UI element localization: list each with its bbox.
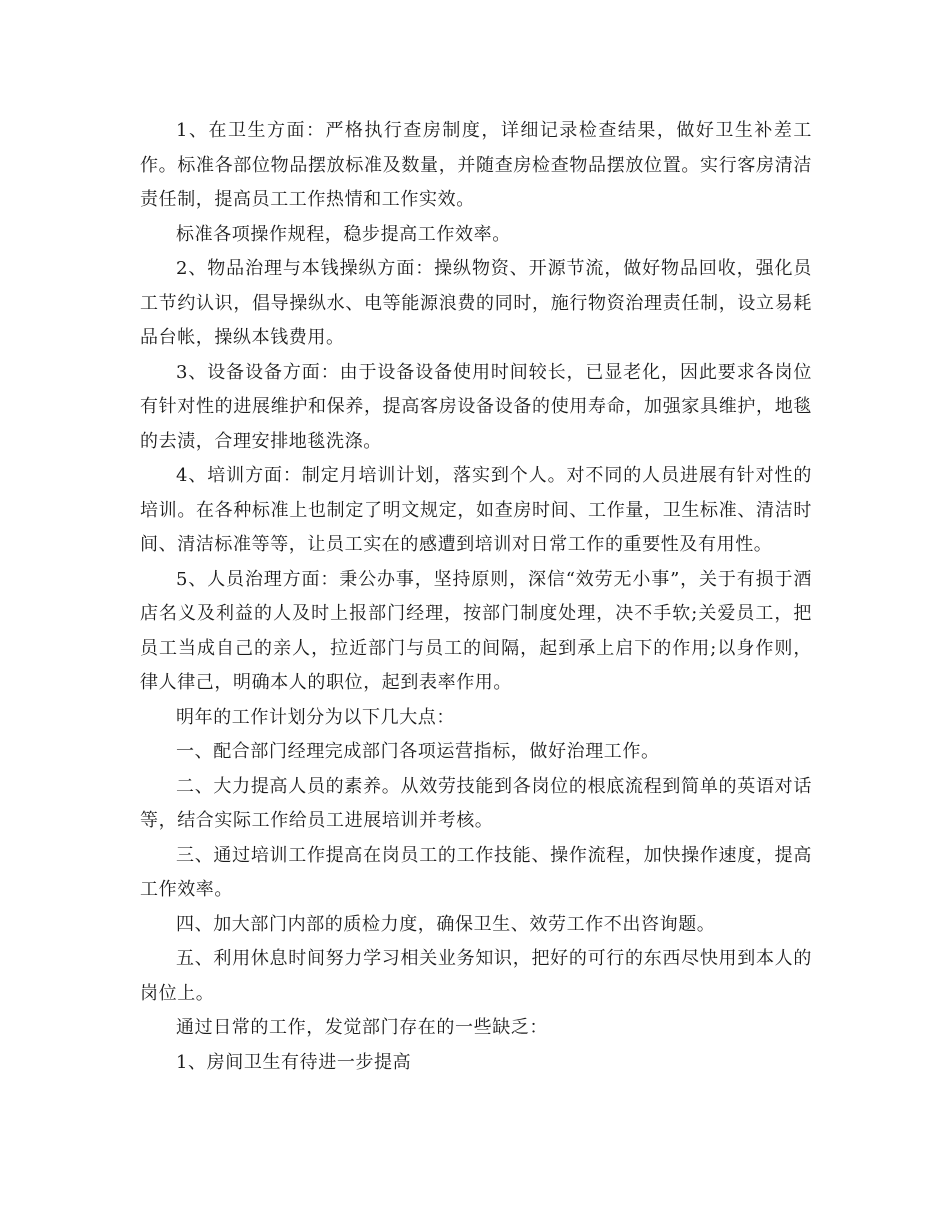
paragraph-next-year-plan-intro: 明年的工作计划分为以下几大点： (176, 706, 455, 728)
paragraph-plan-item-3: 三、通过培训工作提高在岗员工的工作技能、操作流程，加快操作速度，提高工作效率。 (140, 844, 812, 900)
paragraph-personnel-management: 5、人员治理方面：秉公办事，坚持原则，深信“效劳无小事”，关于有损于酒店名义及利益的人及时上报部门经理，按部门制度处理，决不手软;关爱员工，把员工当成自己的亲人，拉近部门与员工的间隔，起到承上启下的作用;以身作则，律人律己，明确本人的职位，起到表率作用。 (140, 568, 812, 693)
paragraph-plan-item-4: 四、加大部门内部的质检力度，确保卫生、效劳工作不出咨询题。 (176, 913, 716, 935)
paragraph-plan-item-1: 一、配合部门经理完成部门各项运营指标，做好治理工作。 (176, 741, 660, 762)
paragraph-equipment: 3、设备设备方面：由于设备设备使用时间较长，已显老化，因此要求各岗位有针对性的进展维护和保养，提高客房设备设备的使用寿命，加强家具维护，地毯的去渍，合理安排地毯洗涤。 (140, 361, 812, 452)
paragraph-training: 4、培训方面：制定月培训计划，落实到个人。对不同的人员进展有针对性的培训。在各种标准上也制定了明文规定，如查房时间、工作量，卫生标准、清洁时间、清洁标准等等，让员工实在的感遭到培训对日常工作的重要性及有用性。 (140, 465, 812, 555)
paragraph-plan-item-5: 五、利用休息时间努力学习相关业务知识，把好的可行的东西尽快用到本人的岗位上。 (140, 948, 812, 1004)
paragraph-operating-standards: 标准各项操作规程，稳步提高工作效率。 (176, 223, 511, 245)
paragraph-shortcomings-intro: 通过日常的工作，发觉部门存在的一些缺乏： (176, 1017, 548, 1038)
paragraph-shortcoming-1: 1、房间卫生有待进一步提高 (176, 1051, 412, 1073)
paragraph-plan-item-2: 二、大力提高人员的素养。从效劳技能到各岗位的根底流程到简单的英语对话等，结合实际工作给员工进展培训并考核。 (140, 775, 812, 831)
paragraph-goods-cost-control: 2、物品治理与本钱操纵方面：操纵物资、开源节流，做好物品回收，强化员工节约认识，倡导操纵水、电等能源浪费的同时，施行物资治理责任制，设立易耗品台帐，操纵本钱费用。 (140, 258, 812, 348)
paragraph-hygiene: 1、在卫生方面：严格执行查房制度，详细记录检查结果，做好卫生补差工作。标准各部位物品摆放标准及数量，并随查房检查物品摆放位置。实行客房清洁责任制，提高员工工作热情和工作实效。 (140, 120, 812, 210)
document-body (140, 114, 812, 1080)
